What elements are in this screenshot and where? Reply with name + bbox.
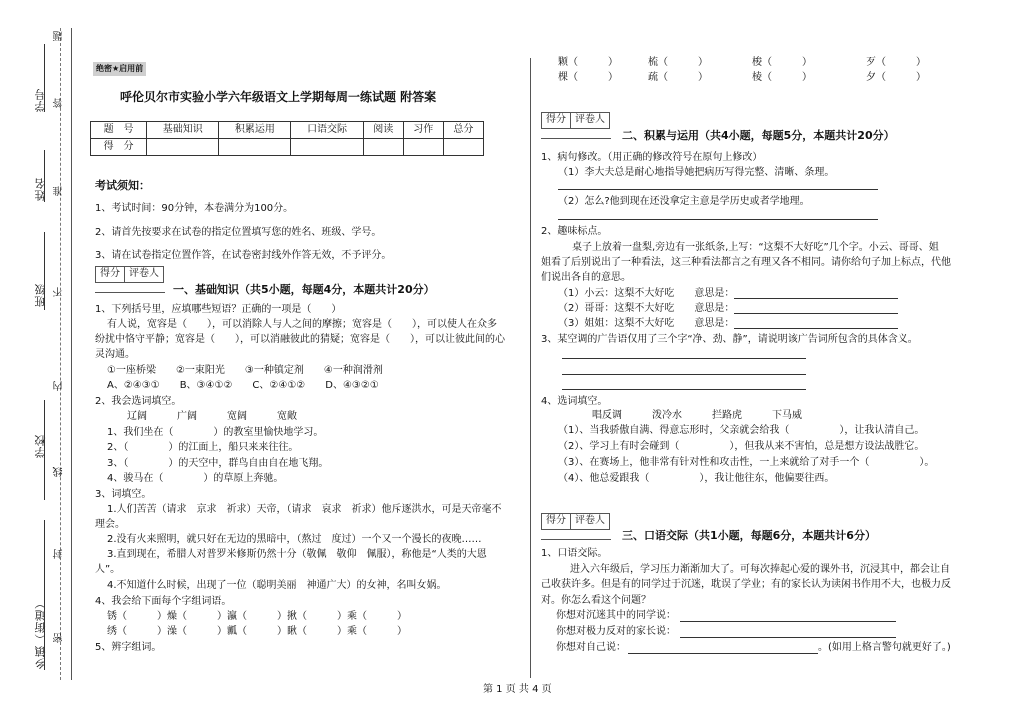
score-input-cell[interactable] [363, 139, 403, 156]
binding-line-dashed [60, 28, 61, 680]
score-table-header-row [91, 122, 484, 139]
question-line: 4、骏马在（ ）的草原上奔驰。 [107, 473, 284, 484]
margin-label: 题 [54, 30, 65, 41]
margin-label: 答 [54, 97, 65, 108]
question-line: 4.不知道什么时候，出现了一位（聪明美丽 神通广大）的女神，名叫女娲。 [107, 580, 447, 591]
answer-line[interactable] [558, 219, 878, 220]
notice-item: 3、请在试卷指定位置作答，在试卷密封线外作答无效，不予评分。 [95, 250, 392, 261]
question-line: （2）哥哥：这梨不大好吃 意思是： [558, 303, 735, 314]
margin-label: 密 [54, 632, 65, 643]
question-line: 4、选词填空。 [541, 396, 608, 407]
char-item: 疏（ ） [648, 72, 708, 83]
score-input-cell[interactable] [219, 139, 291, 156]
answer-line[interactable] [562, 358, 806, 359]
question-line: 2.没有火来照明，就只好在无边的黑暗中，（熬过 度过）一个又一个漫长的夜晚…… [107, 534, 482, 545]
grader-reviewer-label: 评卷人 [129, 268, 159, 279]
score-table-score-row [91, 139, 484, 156]
question-line: （2）、学习上有时会碰到（ ），但我从来不害怕，总是想方设法战胜它。 [558, 441, 925, 452]
question-line: 1、口语交际。 [541, 548, 608, 559]
grader-reviewer-label: 评卷人 [575, 515, 605, 526]
class-line [44, 232, 45, 310]
table-cell: 积累运用 [219, 122, 291, 139]
question-line: 2、趣味标点。 [541, 226, 608, 237]
margin-label-class: 班级 [34, 283, 47, 307]
question-line: 。(如用上格言警句就更好了。) [818, 642, 951, 653]
grader-score-label: 得分 [542, 514, 571, 529]
question-line: 2、（ ）的江面上，船只来来往往。 [107, 442, 299, 453]
grader-underline [541, 138, 611, 139]
question-option-line: ①一座桥梁 ②一束阳光 ③一种镇定剂 ④一种润滑剂 [107, 365, 383, 376]
question-line: 进入六年级后，学习压力渐渐加大了。可每次捧起心爱的课外书，沉浸其中，都会让自 [570, 564, 950, 575]
question-line: 姐看了后别说出了一种看法，这三种看法都言之有理又各不相同。请你给句子加上标点，代他 [541, 257, 951, 268]
section-3-title: 三、口语交际（共1小题，每题6分，本题共计6分） [622, 529, 876, 542]
question-line: 1、下列括号里，应填哪些短语？正确的一项是（ ） [95, 304, 342, 315]
answer-line[interactable] [562, 374, 806, 375]
word-bank: 唱反调 泼冷水 拦路虎 下马威 [592, 410, 802, 421]
grader-score-label: 得分 [542, 113, 571, 128]
question-option-line: A、②④③① B、③④①② C、②④①② D、④③②① [107, 380, 379, 391]
table-cell: 得 分 [91, 139, 147, 156]
table-cell: 习作 [403, 122, 443, 139]
question-line: （3）、在赛场上，他非常有针对性和攻击性，一上来就给了对手一个（ ）。 [558, 457, 935, 468]
margin-label-student-id: 学号 [34, 88, 47, 112]
answer-line[interactable] [734, 328, 898, 329]
answer-line[interactable] [734, 298, 898, 299]
question-line: 1、病句修改。（用正确的修改符号在原句上修改） [541, 152, 763, 163]
answer-line[interactable] [734, 313, 898, 314]
township-line [44, 520, 45, 670]
question-line: 你想对沉迷其中的同学说： [556, 610, 676, 621]
question-line: 对。你怎么看这个问题？ [541, 595, 651, 606]
question-line: 你想对极力反对的家长说： [556, 626, 676, 637]
answer-line[interactable] [628, 653, 818, 654]
margin-label-township: 乡镇（街道） [34, 597, 47, 669]
question-line: 桌子上放着一盘梨,旁边有一张纸条,上写：“这梨不大好吃”几个字。小云、哥哥、姐 [572, 242, 939, 253]
section-1-title: 一、基础知识（共5小题，每题4分，本题共计20分） [173, 283, 435, 296]
grader-underline [95, 292, 165, 293]
char-item: 梭（ ） [752, 57, 812, 68]
question-line: （2）怎么?他到现在还没拿定主意是学历史或者学地理。 [558, 196, 810, 207]
margin-label-school: 学校 [34, 434, 47, 458]
answer-line[interactable] [562, 389, 806, 390]
page-footer: 第 1 页 共 4 页 [483, 684, 552, 695]
score-input-cell[interactable] [291, 139, 363, 156]
margin-label: 封 [54, 548, 65, 559]
question-line: （4）、他总爱跟我（ ），我让他往东，他偏要往西。 [558, 473, 835, 484]
grader-score-label: 得分 [96, 267, 125, 282]
name-line [44, 150, 45, 202]
margin-label: 不 [54, 286, 65, 297]
question-line: （1）、当我骄傲自满、得意忘形时，父亲就会给我（ ），让我认清自己。 [558, 425, 925, 436]
question-line: 纷扰中恪守平静；宽容是（ ），可以消融彼此的猜疑；宽容是（ ），可以让彼此间的心 [95, 334, 505, 345]
margin-label: 准 [54, 185, 65, 196]
question-line: 3、某空调的广告语仅用了三个字“净、劲、静”，请说明该广告词所包含的具体含义。 [541, 334, 918, 345]
question-line: 们说出各自的意思。 [541, 272, 631, 283]
margin-label: 线 [54, 466, 65, 477]
answer-line[interactable] [680, 621, 896, 622]
notice-item: 2、请首先按要求在试卷的指定位置填写您的姓名、班级、学号。 [95, 227, 382, 238]
char-item: 颗（ ） [558, 57, 618, 68]
grader-underline [541, 539, 611, 540]
margin-label: 内 [54, 380, 65, 391]
question-line: 有人说，宽容是（ ），可以消除人与人之间的摩擦；宽容是（ ），可以使人在众多 [107, 319, 497, 330]
question-line: 灵沟通。 [95, 349, 135, 360]
question-line: 锈（ ）燥（ ）瀛（ ）揪（ ）乘（ ） [107, 611, 407, 622]
char-item: 夕（ ） [866, 72, 926, 83]
question-line: 3、词填空。 [95, 489, 152, 500]
score-input-cell[interactable] [443, 139, 483, 156]
char-item: 棱（ ） [752, 72, 812, 83]
notice-item: 1、考试时间：90分钟，本卷满分为100分。 [95, 203, 294, 214]
question-line: 3、（ ）的天空中，群鸟自由自在地飞翔。 [107, 458, 329, 469]
table-cell: 总分 [443, 122, 483, 139]
score-input-cell[interactable] [147, 139, 219, 156]
grader-reviewer-label: 评卷人 [575, 114, 605, 125]
question-line: 4、我会给下面每个字组词语。 [95, 596, 232, 607]
school-line [44, 400, 45, 500]
page-title: 呼伦贝尔市实验小学六年级语文上学期每周一练试题 附答案 [120, 90, 437, 104]
question-line: 理会。 [95, 519, 125, 530]
word-bank: 辽阔 广阔 宽阔 宽敞 [127, 411, 297, 422]
grader-box [541, 513, 610, 530]
question-line: 5、辨字组词。 [95, 642, 162, 653]
question-line: 你想对自己说： [556, 642, 626, 653]
grader-box [541, 112, 610, 129]
question-line: （3）姐姐：这梨不大好吃 意思是： [558, 318, 735, 329]
question-line: 2、我会选词填空。 [95, 396, 182, 407]
column-divider [530, 58, 531, 678]
question-line: 己收获许多。但是有的同学过于沉迷，耽误了学业；有的家长认为读闲书作用不大，也极力反 [541, 579, 951, 590]
question-line: 3.直到现在，希腊人对普罗米修斯仍然十分（敬佩 敬仰 佩服），称他是“人类的大恩 [107, 549, 487, 560]
char-item: 梳（ ） [648, 57, 708, 68]
question-line: （1）李大夫总是耐心地指导她把病历写得完整、清晰、条理。 [558, 167, 835, 178]
score-input-cell[interactable] [403, 139, 443, 156]
char-item: 棵（ ） [558, 72, 618, 83]
score-table [90, 121, 484, 156]
grader-box [95, 266, 164, 283]
confidential-badge: 绝密★启用前 [93, 62, 146, 76]
binding-line-solid [71, 28, 72, 680]
char-item: 歹（ ） [866, 57, 926, 68]
question-line: 人”。 [95, 564, 121, 575]
table-cell: 口语交际 [291, 122, 363, 139]
answer-line[interactable] [558, 189, 878, 190]
question-line: 1、我们坐在（ ）的教室里愉快地学习。 [107, 427, 324, 438]
table-cell: 题 号 [91, 122, 147, 139]
notice-heading: 考试须知： [95, 179, 150, 192]
student-id-line [44, 44, 45, 112]
margin-label-name: 姓名 [34, 177, 47, 201]
section-2-title: 二、积累与运用（共4小题，每题5分，本题共计20分） [622, 129, 895, 142]
answer-line[interactable] [680, 637, 896, 638]
question-line: （1）小云：这梨不大好吃 意思是： [558, 288, 735, 299]
question-line: 绣（ ）澡（ ）瓤（ ）瞅（ ）乘（ ） [107, 626, 407, 637]
table-cell: 阅读 [363, 122, 403, 139]
table-cell: 基础知识 [147, 122, 219, 139]
question-line: 1.人们苦苦（请求 京求 祈求）天帝，（请求 哀求 祈求）他斥逐洪水，可是天帝毫不 [107, 504, 502, 515]
